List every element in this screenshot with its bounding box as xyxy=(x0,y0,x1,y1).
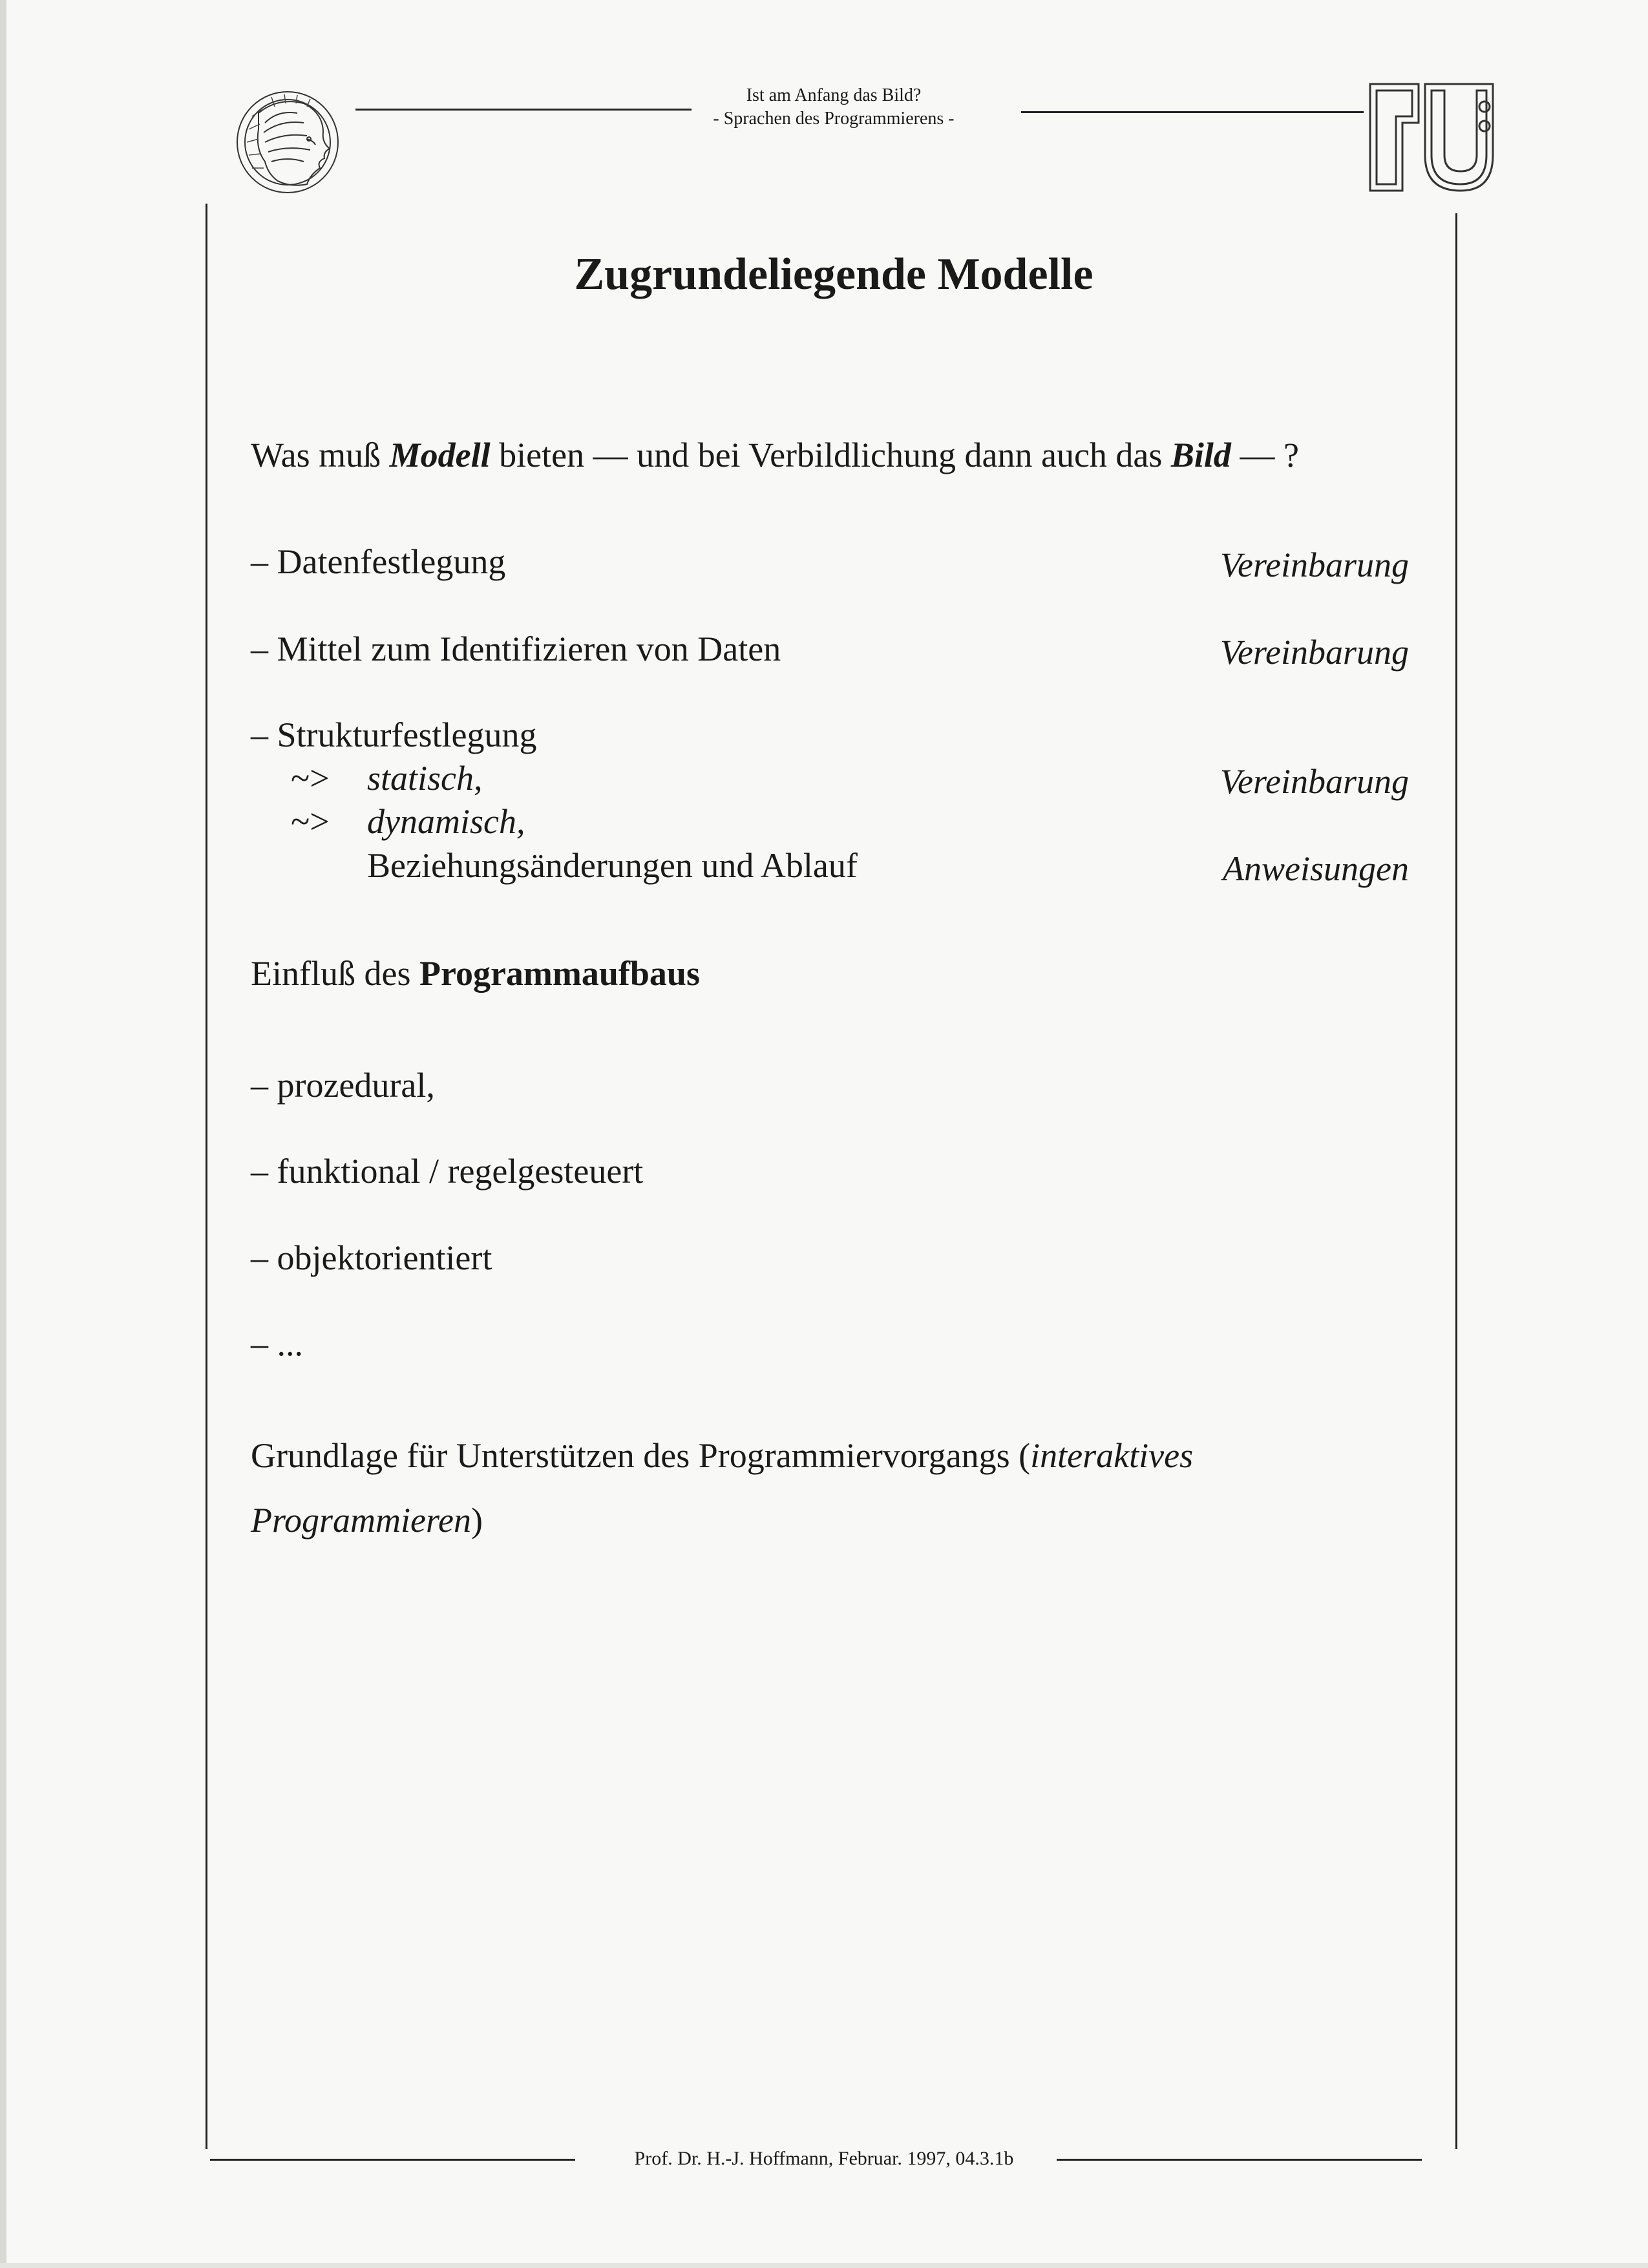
footer-text: Prof. Dr. H.-J. Hoffmann, Februar. 1997, 04.3.1b xyxy=(634,2148,1014,2169)
footer-rule-left xyxy=(210,2159,575,2161)
item-datenfestlegung: – Datenfestlegung xyxy=(251,542,506,581)
paradigm-item: – objektorientiert xyxy=(251,1238,492,1277)
question-line xyxy=(251,433,1299,477)
basis-close: ) xyxy=(470,1501,483,1540)
question-part3: — ? xyxy=(1231,436,1299,474)
question-bild: Bild xyxy=(1170,436,1231,474)
item-identifizieren: – Mittel zum Identifizieren von Daten xyxy=(251,630,781,668)
header-line-1: Ist am Anfang das Bild? xyxy=(746,85,922,105)
influence-bold: Programmaufbaus xyxy=(419,954,700,993)
structure-dynamic: dynamisch, xyxy=(367,802,525,841)
athena-head-seal-icon xyxy=(233,78,349,207)
arrow-dynamic: ~> xyxy=(291,802,330,841)
paradigm-item: – prozedural, xyxy=(251,1066,435,1105)
arrow-static: ~> xyxy=(291,759,330,798)
structure-changes: Beziehungsänderungen und Ablauf xyxy=(367,846,858,885)
tu-logo-icon xyxy=(1367,78,1496,200)
item-strukturfestlegung: – Strukturfestlegung xyxy=(251,715,537,754)
basis-italic-2: Programmieren xyxy=(251,1501,471,1540)
paradigm-item: – funktional / regelgesteuert xyxy=(251,1152,644,1191)
paradigm-item: – ... xyxy=(251,1324,303,1363)
basis-text: Grundlage für Unterstützen des Programmiervorgangs ( xyxy=(251,1436,1031,1475)
question-part2: bieten — und bei Verbildlichung dann auch das xyxy=(490,436,1171,474)
item-datenfestlegung-type: Vereinbarung xyxy=(1220,546,1409,584)
question-modell: Modell xyxy=(389,436,491,474)
frame-left-rule xyxy=(206,204,207,2149)
page-title: Zugrundeliegende Modelle xyxy=(574,249,1093,299)
scan-edge-bottom xyxy=(0,2263,1648,2268)
structure-static-type: Vereinbarung xyxy=(1220,762,1409,801)
header-caption xyxy=(646,84,1021,131)
structure-changes-type: Anweisungen xyxy=(1223,849,1409,888)
header-rule-left xyxy=(355,109,692,111)
basis-italic-1: interaktives xyxy=(1030,1436,1194,1475)
header-line-2: - Sprachen des Programmierens - xyxy=(713,109,955,129)
influence-prefix: Einfluß des xyxy=(251,954,419,993)
structure-static: statisch, xyxy=(367,759,483,798)
influence-heading xyxy=(251,951,700,995)
footer-rule-right xyxy=(1057,2159,1422,2161)
question-part1: Was muß xyxy=(251,436,390,474)
basis-line-2 xyxy=(251,1498,483,1542)
basis-line-1 xyxy=(251,1434,1193,1478)
scan-edge xyxy=(0,0,6,2268)
item-identifizieren-type: Vereinbarung xyxy=(1220,633,1409,672)
frame-right-rule xyxy=(1455,213,1457,2149)
header-rule-right xyxy=(1021,111,1364,113)
